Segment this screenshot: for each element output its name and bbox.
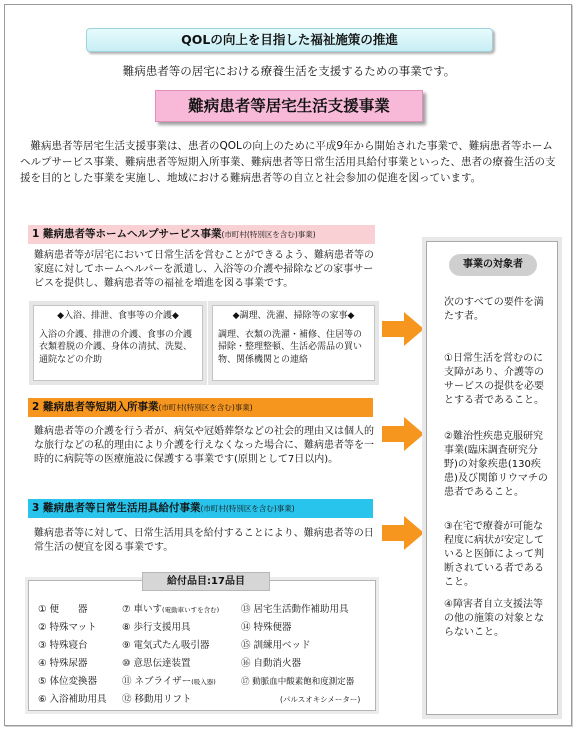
subtitle: 難病患者等の居宅における療養生活を支援するための事業です。 [122,64,456,78]
item-7 [122,604,219,616]
item-4: ④ 特殊尿器 [38,658,88,669]
target-condition-3: ③在宅で療養が可能な程度に病状が安定していると医師によって判断されている者であること。 [444,521,544,588]
target-title: 事業の対象者 [449,254,537,276]
item-3: ③ 特殊寝台 [38,640,88,651]
target-intro: 次のすべての要件を満たす者。 [444,297,544,322]
arrow-right-icon [382,312,424,346]
arrow-right-icon [382,417,424,451]
item-7-label: ⑦ 車いす [122,604,163,615]
arrow-right-icon [382,516,424,550]
items-title: 給付品目:17品目 [142,572,270,591]
section-3-description: 難病患者等に対して、日常生活用具を給付することにより、難病患者等の日常生活の便宜を図る事業です。 [34,528,374,553]
item-17: ⑰ 動脈血中酸素飽和度測定器 [241,677,355,687]
item-16: ⑯ 自動消火器 [241,658,302,669]
section-2-header [28,398,373,417]
housework-services-box [212,305,375,381]
item-9: ⑨ 電気式たん吸引器 [122,640,210,651]
item-7-note: (電動車いすを含む) [162,606,220,614]
top-banner: QOLの向上を目指した福祉施策の推進 [86,28,493,52]
intro-paragraph: 難病患者等居宅生活支援事業は、患者のQOLの向上のために平成9年から開始された事業で、難病患者等ホームヘルプサービス事業、難病患者等短期入所事業、難病患者等日常生活用具給付事業といった、患者の療養生活の支援を目的とした事業を実施し、地域における難病患者等の自立と社会参加の促進を図っています。 [20,140,556,184]
item-13: ⑬ 居宅生活動作補助用具 [241,604,349,615]
target-condition-1: ①日常生活を営むのに支障があり、介護等のサービスの提供を必要とする者であること。 [444,353,544,406]
item-5: ⑤ 体位変換器 [38,676,98,687]
housework-services-body: 調理、衣類の洗濯・補修、住居等の掃除・整理整頓、生活必需品の買い物、関係機関との連絡 [218,329,363,365]
item-17-note [280,694,360,706]
item-8: ⑧ 歩行支援用具 [122,622,191,633]
section-1-header [28,225,375,244]
section-2-note: (市町村(特別区を含む)事業) [158,403,253,412]
section-3-header [28,499,373,518]
section-1-note: (市町村(特別区を含む)事業) [221,230,316,239]
item-1: ① 便 器 [38,604,88,615]
item-11 [122,676,216,688]
item-10: ⑩ 意思伝達装置 [122,658,191,669]
item-2: ② 特殊マット [38,622,97,633]
target-condition-2: ②難治性疾患克服研究事業(臨床調査研究分野)の対象疾患(130疾患)及び関節リウマチの患者であること。 [444,431,548,498]
section-2-title: 2 難病患者等短期入所事業 [32,401,159,413]
item-11-note: (吸入器) [191,678,216,686]
section-1-description: 難病患者等が居宅において日常生活を営むことができるよう、難病患者等の家庭に対してホームヘルパーを派遣し、入浴等の介護や掃除などの家事サービスを提供し、難病患者等の福祉を増進を図る事業です。 [34,250,374,289]
housework-services-title: ◆調理、洗濯、掃除等の家事◆ [232,311,355,321]
main-title: 難病患者等居宅生活支援事業 [155,90,423,122]
item-6: ⑥ 入浴補助用具 [38,694,107,705]
section-1-title: 1 難病患者等ホームヘルプサービス事業 [32,228,222,240]
section-3-title: 3 難病患者等日常生活用具給付事業 [32,502,201,514]
care-services-body: 入浴の介護、排泄の介護、食事の介護衣類着脱の介護、身体の清拭、洗髪、通院などの介助 [39,329,193,365]
section-3-note: (市町村(特別区を含む)事業) [200,504,295,513]
item-14: ⑭ 特殊便器 [241,622,292,633]
item-17-note-text: (パルスオキシメーター) [280,695,361,704]
target-condition-4: ④障害者自立支援法等の他の施策の対象とならないこと。 [444,599,544,638]
item-11-label: ⑪ ネブライザー [122,676,192,687]
care-services-box [33,305,203,381]
care-services-title: ◆入浴、排泄、食事等の介護◆ [57,311,179,321]
item-12: ⑫ 移動用リフト [122,694,192,705]
item-15: ⑮ 訓練用ベッド [241,640,311,651]
section-2-description: 難病患者等の介護を行う者が、病気や冠婚葬祭などの社会的理由又は個人的な旅行などの私的理由により介護を行えなくなった場合に、難病患者等を一時的に病院等の医療施設に保護する事業です(原則として7日以内)。 [34,426,374,465]
